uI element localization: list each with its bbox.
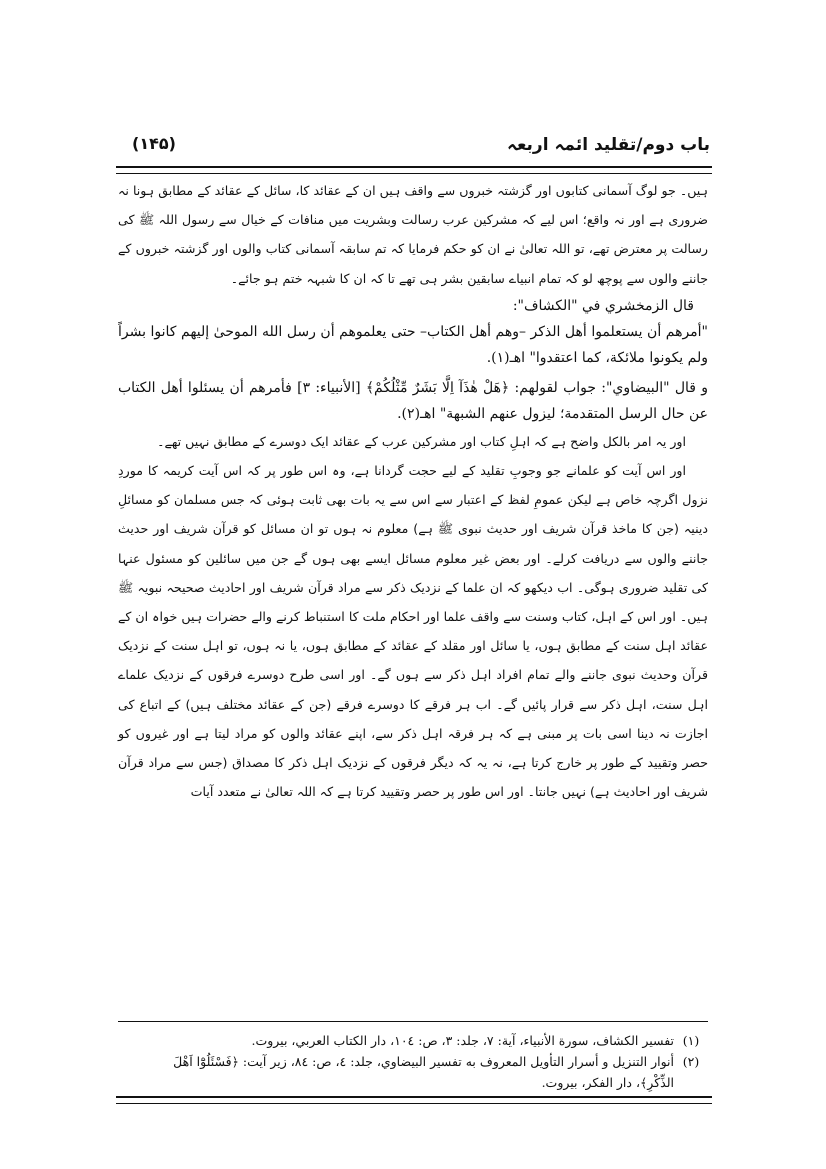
footnote-2 — [150, 1051, 708, 1093]
quote-intro-zamakhshari: قال الزمخشري في "الكشاف": — [512, 297, 694, 314]
paragraph-3: اور اس آیت کو علمانے جو وجوبِ تقلید کے لیے حجت گردانا ہے، وہ اس طور پر کہ اس آیت کریمہ کا موردِ نزول اگرچہ خاص ہے لیکن عمومِ لفظ کے اعتبار سے اس سے یہ بات بھی ثابت ہوئی کہ جس مسلمان کو مسائلِ دینیہ (جن کا ماخذ قرآن شریف اور حدیث نبوی ﷺ ہے) معلوم نہ ہوں تو ان مسائل کو قرآن شریف اور حدیث جاننے والوں سے دریافت کرلے۔ اور بعض غیر معلوم مسائل ایسے بھی ہوں گے جن میں سائلین کو مسئول عنہا کی تقلید ضروری ہوگی۔ اب دیکھو کہ ان علما کے نزدیک ذکر سے مراد قرآن شریف اور احادیث صحیحہ نبویہ ﷺ ہیں۔ اور اس کے اہل، کتاب وسنت سے واقف علما اور احکام ملت کا استنباط کرنے والے حضرات ہیں خواہ ان کے عقائد اہل سنت کے مطابق ہوں، یا سائل اور مقلد کے عقائد کے مطابق ہوں، یا نہ ہوں، تو اہل سنت کے نزدیک قرآن وحدیث نبوی جاننے والے تمام افراد اہل ذکر سے ہوں گے۔ اور اسی طرح دوسرے فرقوں کے نزدیک علماے اہل سنت، اہل ذکر سے قرار پائیں گے۔ اب ہر فرقے کا دوسرے فرقے (جن کے عقائد مختلف ہیں) کے اتباع کی اجازت نہ دینا اسی بات پر مبنی ہے کہ ہر فرقہ اہل ذکر سے، اپنے عقائد والوں کو مراد لیتا ہے اور غیروں کو حصر وتقیید کے طور پر خارج کرتا ہے، نہ یہ کہ دیگر فرقوں کے نزدیک اہل ذکر کا مصداق (جس سے مراد قرآن شریف اور احادیث ہے) نہیں جانتا۔ اور اس طور پر حصر وتقیید کرتا ہے کہ اللہ تعالیٰ نے متعدد آیات — [118, 463, 708, 800]
page-number: (۱۴۵) — [132, 134, 176, 153]
paragraph-1: ہیں۔ جو لوگ آسمانی کتابوں اور گزشتہ خبروں سے واقف ہیں ان کے عقائد کا، سائل کے عقائد کے مطابق ہونا نہ ضروری ہے اور نہ واقع؛ اس لیے کہ مشرکین عرب رسالت وبشریت میں منافات کے خیال سے رسول اللہ ﷺ کی رسالت پر معترض تھے، تو اللہ تعالیٰ نے ان کو حکم فرمایا کہ تم سابقہ آسمانی کتاب والوں اور گزشتہ خبروں کے جاننے والوں سے پوچھ لو کہ تمام انبیاے سابقین بشر ہی تھے تا کہ ان کا شبہہ ختم ہو جائے۔ — [118, 183, 708, 286]
paragraph-2: اور یہ امر بالکل واضح ہے کہ اہلِ کتاب اور مشرکین عرب کے عقائد ایک دوسرے کے مطابق نہیں تھے۔ — [157, 433, 686, 449]
body-text — [118, 176, 708, 806]
running-title: باب دوم/تقلید ائمہ اربعہ — [506, 135, 710, 155]
footnote-number: (١) — [682, 1033, 700, 1048]
page-header — [120, 132, 710, 162]
footnote-1 — [150, 1030, 708, 1051]
header-rule — [116, 166, 712, 174]
footnote-text: أنوار التنزيل و أسرار التأويل المعروف به تفسير البيضاوي، جلد: ٤، ص: ٨٤، زير آيت: ﴿فَسْئَلُوْٓا اَهْلَ الذِّكْرِ﴾، دار الفكر، بيروت. — [173, 1054, 674, 1090]
bottom-rule — [116, 1096, 712, 1104]
footnote-rule — [118, 1021, 708, 1022]
footnotes — [150, 1030, 708, 1093]
footnote-number: (٢) — [682, 1054, 700, 1069]
footnote-text: تفسير الكشاف، سورة الأنبياء، آية: ٧، جلد: ٣، ص: ١٠٤، دار الكتاب العربي، بيروت. — [251, 1033, 674, 1048]
quote-kashshaf: "أمرهم أن يستعلموا أهل الذكر –وهم أهل الكتاب– حتى يعلموهم أن رسل الله الموحىٰ إليهم كانوا بشراً ولم يكونوا ملائكة، كما اعتقدوا" اهـ(١). — [118, 323, 708, 366]
quote-baydawi: و قال "البيضاوي": جواب لقولهم: ﴿هَلْ هٰذَآ اِلَّا بَشَرٌ مِّثْلُكُمْ﴾ [الأنبياء: ٣] فأمرهم أن يسئلوا أهل الكتاب عن حال الرسل المتقدمة؛ ليزول عنهم الشبهة" اهـ(٢). — [118, 379, 708, 422]
